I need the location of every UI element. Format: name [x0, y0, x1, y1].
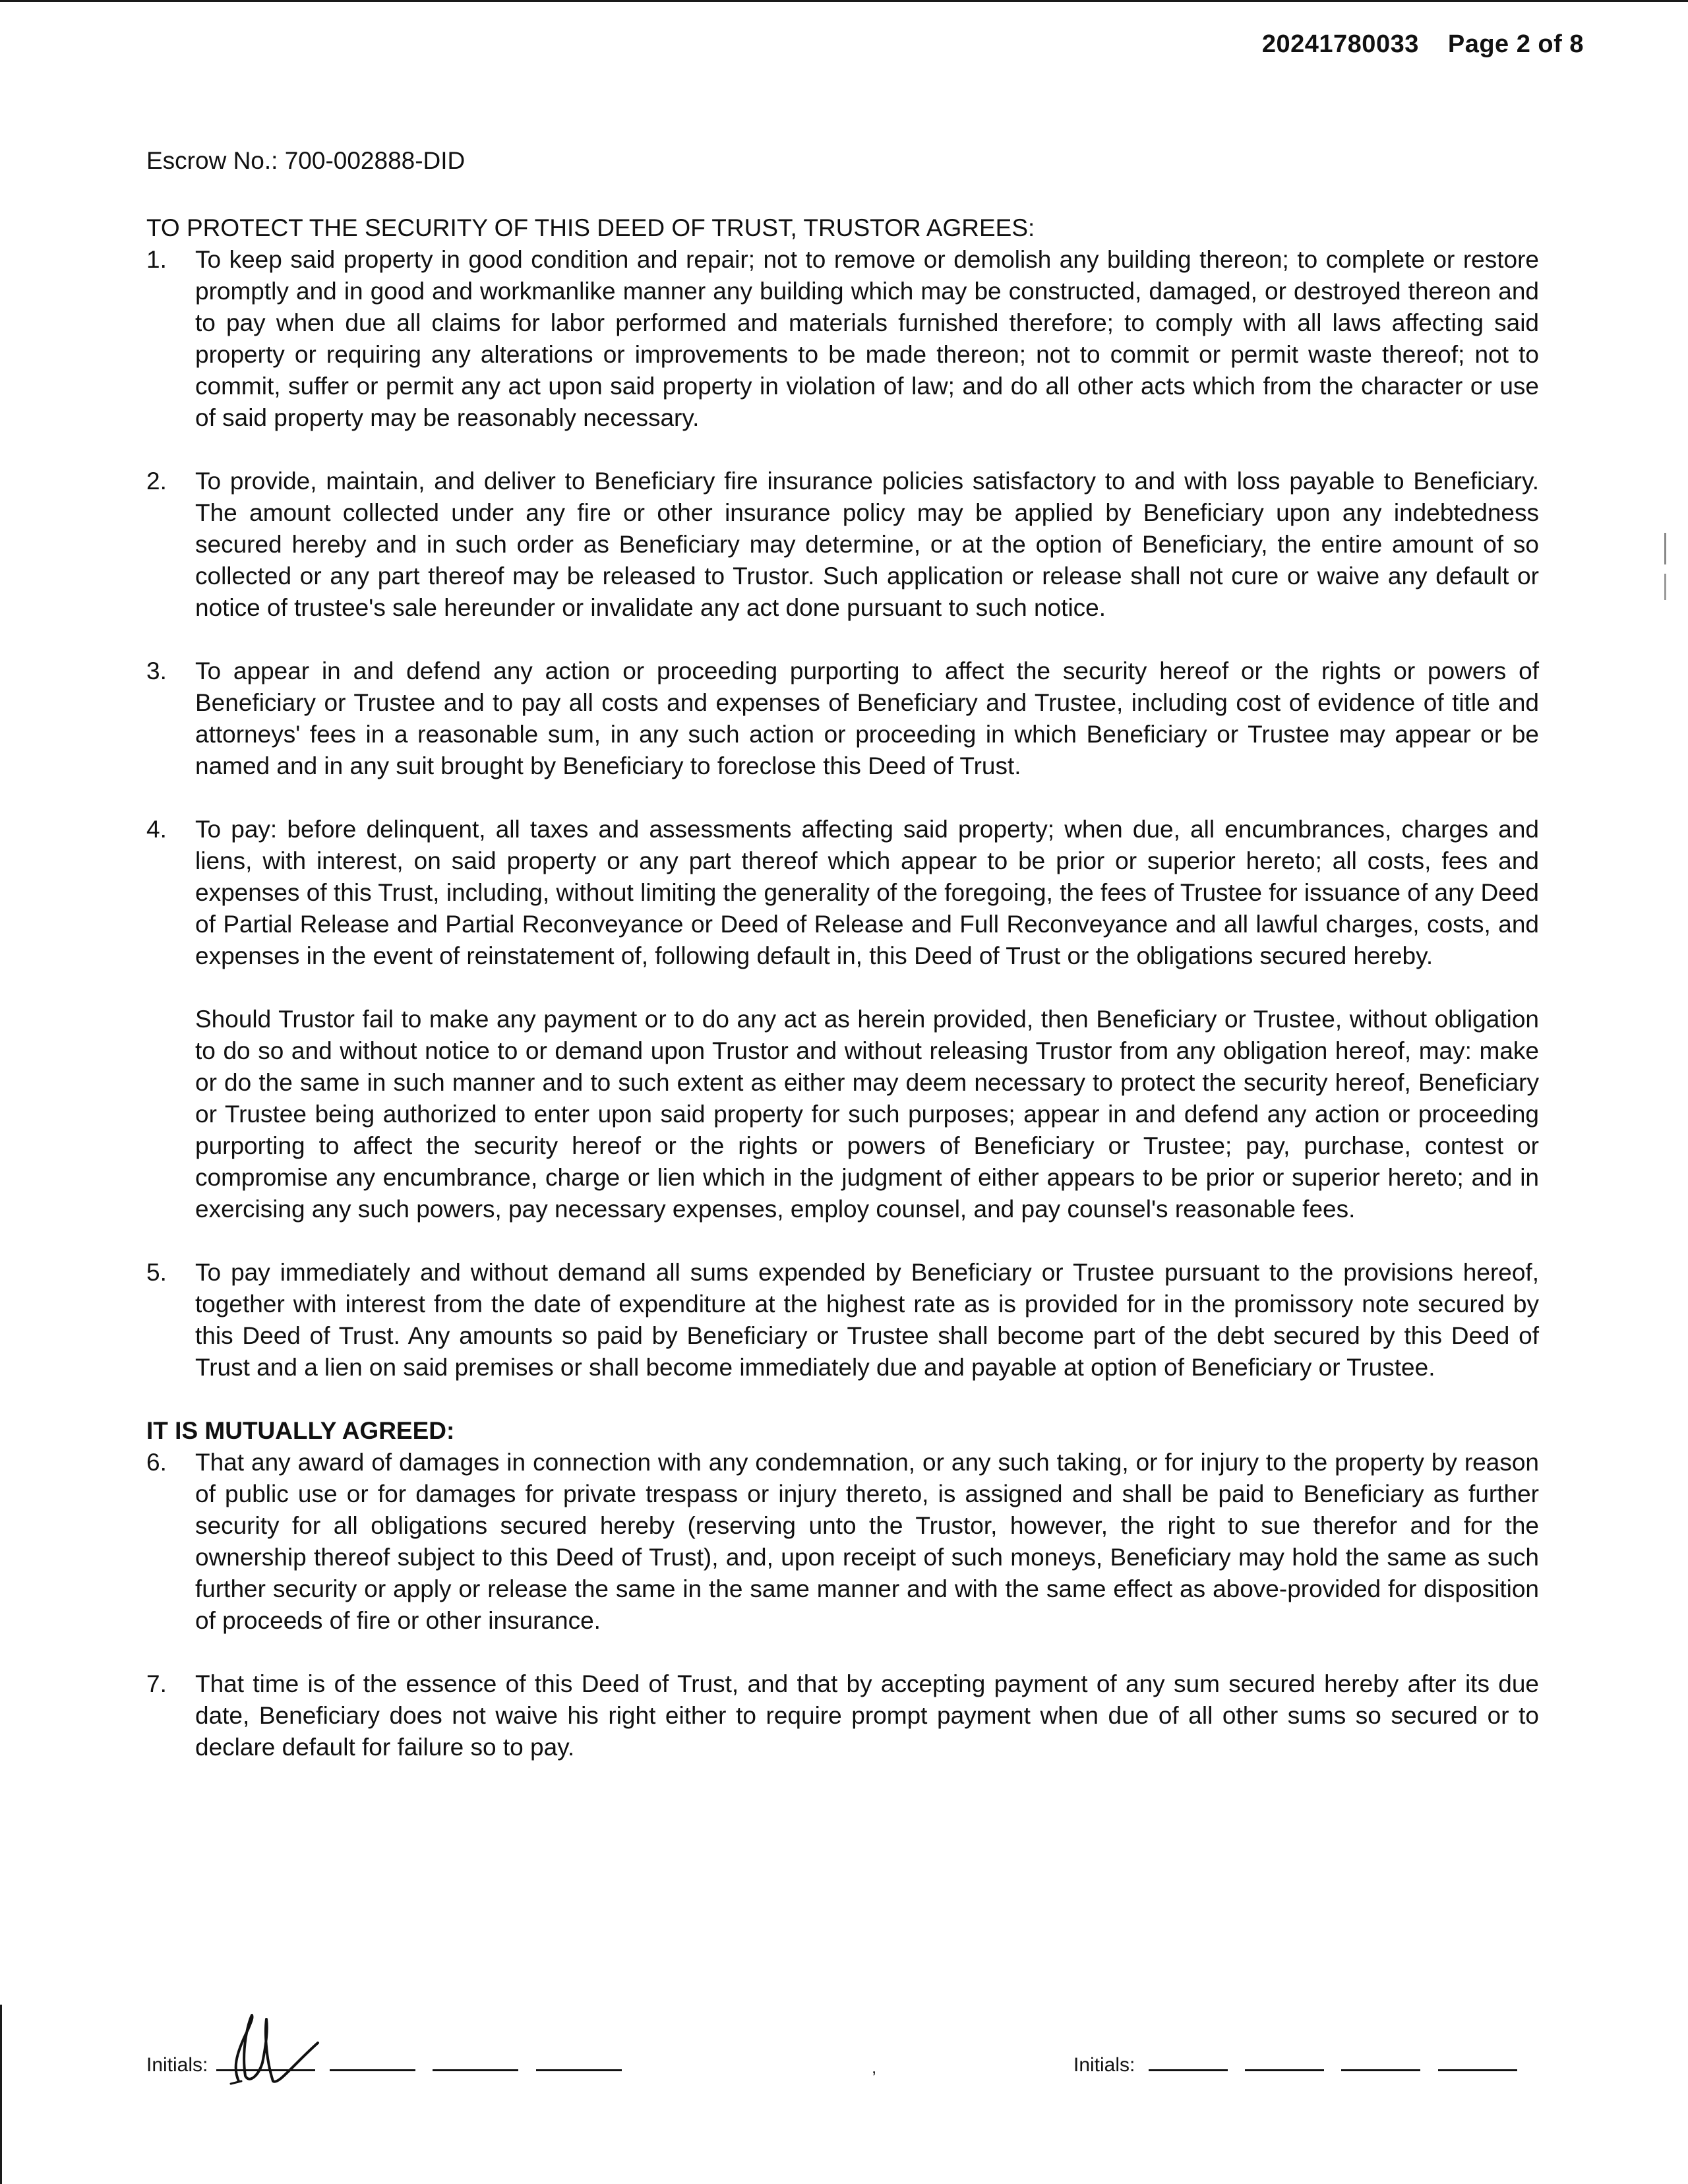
clause-number: 1.: [146, 246, 167, 273]
handwritten-initials-signature: [219, 2003, 331, 2089]
clause-item: [146, 814, 1539, 1225]
clause-item: [146, 466, 1539, 624]
clause-number: 5.: [146, 1259, 167, 1286]
initials-label: Initials:: [146, 2054, 208, 2076]
clause-item: [146, 655, 1539, 782]
separator-mark: ,: [872, 2057, 877, 2077]
clause-list-trustor: [146, 244, 1539, 1383]
scan-mark-right: [1664, 533, 1666, 564]
clause-body: [195, 1447, 1539, 1637]
section-heading-mutually-agreed: IT IS MUTUALLY AGREED:: [146, 1417, 455, 1444]
initials-line: [330, 2049, 415, 2071]
clause-item: [146, 244, 1539, 434]
clause-item: [146, 1668, 1539, 1763]
clause-number: 3.: [146, 657, 167, 684]
document-number: 20241780033: [1261, 30, 1419, 58]
initials-footer: [146, 2043, 1539, 2096]
clause-paragraph: To pay: before delinquent, all taxes and assessments affecting said property; when due, all encumbrances, charges and liens, with interest, on said property or any part thereof which appear to be prior or superior hereto; all costs, fees and expenses of this Trust, including, without limiting the generality of the foregoing, the fees of Trustee for issuance of any Deed of Partial Release and Partial Reconveyance or Deed of Release and Full Reconveyance and all lawful charges, costs, and expenses in the event of reinstatement of, following default in, this Deed of Trust or the obligations secured hereby.: [195, 816, 1539, 969]
section-heading-trustor-agrees: TO PROTECT THE SECURITY OF THIS DEED OF TRUST, TRUSTOR AGREES:: [146, 214, 1035, 241]
initials-line: [1245, 2049, 1324, 2071]
initials-line: [1438, 2049, 1517, 2071]
clause-body: [195, 814, 1539, 1225]
initials-block-right: [1073, 2049, 1517, 2077]
clause-item: [146, 1257, 1539, 1383]
clause-paragraph: That time is of the essence of this Deed of Trust, and that by accepting payment of any sum secured hereby after its due date, Beneficiary does not waive his right either to require prompt payment when due of all other sums so secured or to declare default for failure so to pay.: [195, 1670, 1539, 1761]
clause-paragraph: To appear in and defend any action or proceeding purporting to affect the security hereof or the rights or powers of Beneficiary or Trustee and to pay all costs and expenses of Beneficiary and Trustee, including cost of evidence of title and attorneys' fees in a reasonable sum, in any such action or proceeding in which Beneficiary or Trustee may appear or be named and in any suit brought by Beneficiary to foreclose this Deed of Trust.: [195, 657, 1539, 779]
page-indicator: Page 2 of 8: [1447, 30, 1584, 58]
scan-border-left: [0, 2005, 2, 2184]
initials-line: [1149, 2049, 1228, 2071]
document-header: [1262, 30, 1584, 59]
escrow-number: Escrow No.: 700-002888-DID: [146, 147, 466, 174]
clause-paragraph: That any award of damages in connection with any condemnation, or any such taking, or for injury to the property by reason of public use or for damages for private trespass or injury thereto, is assigned and shall be paid to Beneficiary as further security for all obligations secured hereby (reserving unto the Trustor, however, the right to sue therefor and for the ownership thereof subject to this Deed of Trust), and, upon receipt of such moneys, Beneficiary may hold the same as such further security or apply or release the same in the same manner and with the same effect as above-provided for disposition of proceeds of fire or other insurance.: [195, 1449, 1539, 1634]
clause-paragraph: To keep said property in good condition and repair; not to remove or demolish any building thereon; to complete or restore promptly and in good and workmanlike manner any building which may be constructed, damaged, or destroyed thereon and to pay when due all claims for labor performed and materials furnished therefore; to comply with all laws affecting said property or requiring any alterations or improvements to be made thereon; not to commit or permit waste thereof; not to commit, suffer or permit any act upon said property in violation of law; and do all other acts which from the character or use of said property may be reasonably necessary.: [195, 246, 1539, 431]
clause-paragraph: To provide, maintain, and deliver to Beneficiary fire insurance policies satisfactory to and with loss payable to Beneficiary. The amount collected under any fire or other insurance policy may be applied by Beneficiary upon any indebtedness secured hereby and in such order as Beneficiary may determine, or at the option of Beneficiary, the entire amount of so collected or any part thereof may be released to Trustor. Such application or release shall not cure or waive any default or notice of trustee's sale hereunder or invalidate any act done pursuant to such notice.: [195, 468, 1539, 621]
scan-border-top: [0, 0, 1688, 2]
initials-line: [536, 2049, 622, 2071]
clause-number: 4.: [146, 816, 167, 843]
clause-item: [146, 1447, 1539, 1637]
clause-number: 2.: [146, 468, 167, 495]
clause-body: [195, 466, 1539, 624]
initials-line: [433, 2049, 518, 2071]
clause-body: [195, 655, 1539, 782]
clause-body: [195, 1668, 1539, 1763]
clause-paragraph: To pay immediately and without demand all sums expended by Beneficiary or Trustee pursuant to the provisions hereof, together with interest from the date of expenditure at the highest rate as is provided for in the promissory note secured by this Deed of Trust. Any amounts so paid by Beneficiary or Trustee shall become part of the debt secured by this Deed of Trust and a lien on said premises or shall become immediately due and payable at option of Beneficiary or Trustee.: [195, 1259, 1539, 1381]
initials-line: [1341, 2049, 1420, 2071]
clause-number: 6.: [146, 1449, 167, 1476]
clause-body: [195, 244, 1539, 434]
clause-list-mutual: [146, 1447, 1539, 1763]
scan-mark-right: [1664, 574, 1666, 600]
initials-label: Initials:: [1073, 2054, 1135, 2076]
clause-paragraph: Should Trustor fail to make any payment or to do any act as herein provided, then Beneficiary or Trustee, without obligation to do so and without notice to or demand upon Trustor and without releasing Trustor from any obligation hereof, may: make or do the same in such manner and to such extent as either may deem necessary to protect the security hereof, Beneficiary or Trustee being authorized to enter upon said property for such purposes; appear in and defend any action or proceeding purporting to affect the security hereof or the rights or powers of Beneficiary or Trustee; pay, purchase, contest or compromise any encumbrance, charge or lien which in the judgment of either appears to be prior or superior hereto; and in exercising any such powers, pay necessary expenses, employ counsel, and pay counsel's reasonable fees.: [195, 1006, 1539, 1223]
clause-number: 7.: [146, 1670, 167, 1697]
document-body: [146, 145, 1539, 1795]
initials-block-left: [146, 2049, 622, 2077]
clause-body: [195, 1257, 1539, 1383]
